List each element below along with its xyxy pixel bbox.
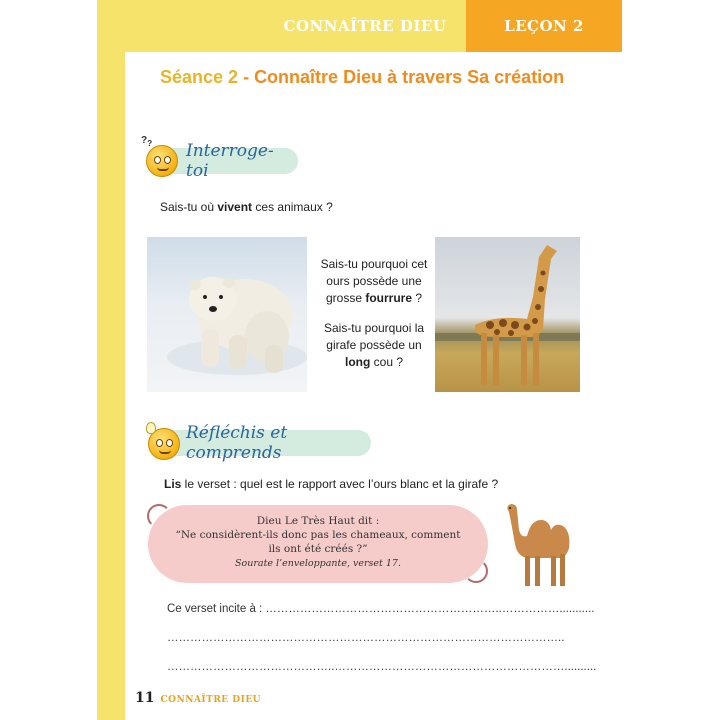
verse-box [148, 505, 488, 583]
habitat-question-post: ces animaux ? [252, 200, 333, 214]
answer-prompt[interactable]: Ce verset incite à : ……………………………………………………..……………........... [167, 603, 595, 615]
page-footer [135, 690, 261, 706]
ornament-icon [147, 504, 171, 528]
lesson-tab: LEÇON 2 [466, 0, 622, 52]
giraffe-question [318, 320, 430, 371]
verse-source: Sourate l’enveloppante, verset 17. [235, 558, 401, 569]
answer-line[interactable]: ………………………………………………………………………………………….. [167, 632, 565, 644]
section-interroge-title: Interroge-toi [186, 141, 274, 181]
page-spine [97, 0, 125, 720]
thinking-emoji-icon [146, 145, 178, 177]
giraffe-question-pre: Sais-tu pourquoi la girafe possède un [323, 321, 425, 352]
bear-question [318, 256, 430, 307]
verse-instruction-bold: Lis [164, 477, 182, 491]
bear-question-bold: fourrure [365, 291, 412, 305]
section-reflechis-heading [148, 423, 371, 463]
habitat-question-pre: Sais-tu où [160, 200, 218, 214]
session-name: Connaître Dieu à travers Sa création [254, 67, 565, 87]
verse-intro: Dieu Le Très Haut dit : [256, 515, 380, 527]
polar-bear-image [147, 237, 307, 392]
session-separator: - [238, 67, 255, 87]
header-title: CONNAÎTRE DIEU [283, 17, 447, 35]
verse-line-1: “Ne considèrent-ils donc pas les chameaux, comment [175, 529, 461, 541]
verse-line-2: ils ont été créés ?” [268, 543, 368, 555]
bear-question-post: ? [412, 291, 423, 305]
page-number: 11 [135, 690, 155, 706]
answer-lines [167, 603, 596, 690]
footer-title: CONNAÎTRE DIEU [160, 695, 262, 705]
section-reflechis-title: Réfléchis et comprends [186, 423, 288, 463]
session-title [160, 67, 564, 88]
habitat-question-bold: vivent [217, 200, 253, 214]
verse-instruction [164, 477, 498, 491]
verse-instruction-rest: le verset : quel est le rapport avec l’ours blanc et la girafe ? [181, 477, 499, 491]
lightbulb-icon [146, 422, 156, 434]
camel-image [495, 500, 580, 590]
habitat-question [160, 200, 333, 214]
ornament-icon [464, 559, 488, 583]
question-mark-icon: $?_?$ [141, 135, 153, 148]
bear-question-pre: Sais-tu pourquoi cet ours possède une grosse [320, 257, 428, 305]
giraffe-question-post: cou ? [370, 355, 404, 369]
session-number: Séance 2 [160, 67, 239, 87]
giraffe-image [435, 237, 580, 392]
animal-questions [318, 256, 430, 371]
answer-line[interactable]: ……………………………………..…………………………………………………….......... [167, 661, 597, 673]
giraffe-question-bold: long [344, 355, 371, 369]
